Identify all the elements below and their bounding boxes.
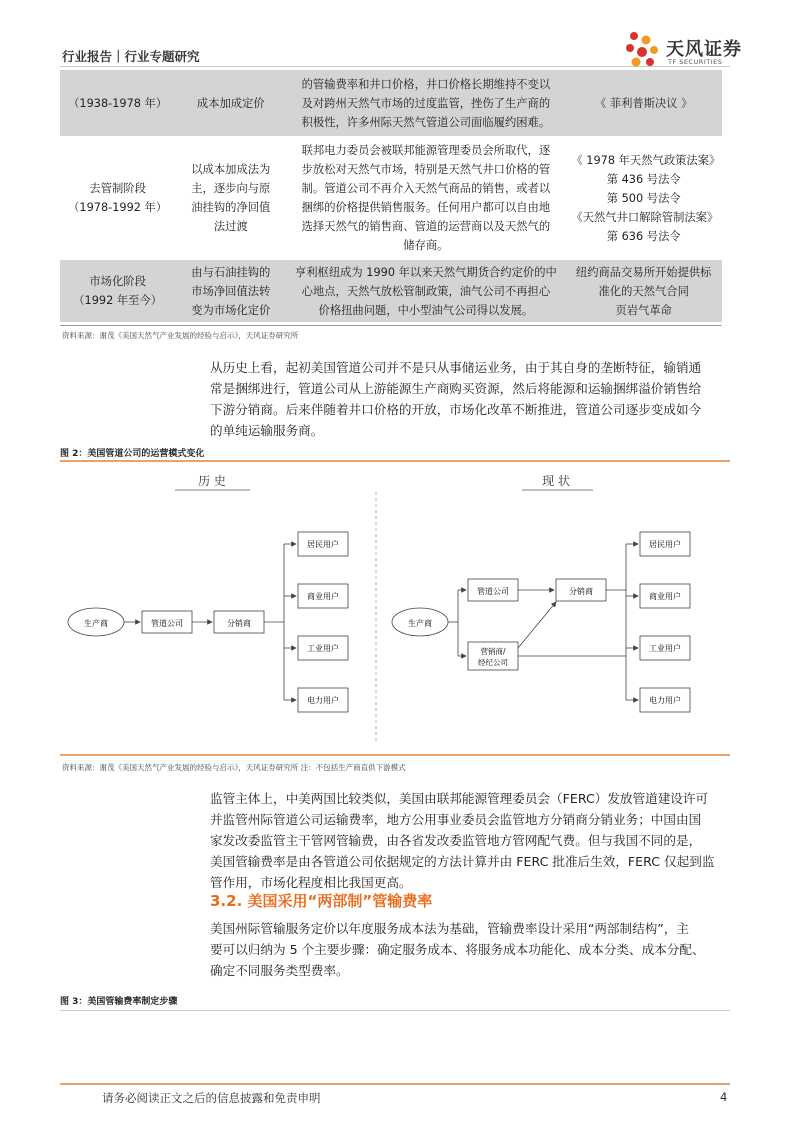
law-cell [565, 70, 722, 136]
para-line: 下游分销商。后来伴随着井口价格的开放，市场化改革不断推进，管道公司逐步变成如今 [210, 402, 702, 417]
para-line: 美国州际管输服务定价以年度服务成本法为基础，管输费率设计采用“两部制结构”，主 [210, 921, 690, 936]
logo-dot [646, 58, 654, 66]
history-label: 历 史 [198, 474, 226, 488]
arrow [518, 602, 556, 648]
content-cell [286, 136, 565, 260]
history-table [60, 70, 722, 322]
logo-dot [632, 58, 641, 67]
cell-line: 第 500 号法令 [606, 191, 681, 205]
para-line: 家发改委监管主干管网管输费，由各省发改委监管地方管网配气费。但与我国不同的是， [210, 833, 702, 848]
method-cell [175, 136, 286, 260]
period-cell [60, 260, 175, 322]
para-line: 管作用，市场化程度相比我国更高。 [210, 875, 412, 890]
cell-line: （1938-1978 年） [68, 96, 168, 110]
producer-label: 生产商 [84, 619, 108, 628]
cell-line: 积极性，许多州际天然气管道公司面临履约困难。 [301, 115, 551, 129]
method-cell [175, 260, 286, 322]
user-label: 居民用户 [649, 540, 681, 549]
para-line: 确定不同服务类型费率。 [210, 963, 349, 978]
cell-line: 市场净回值法转 [191, 284, 271, 298]
user-label: 电力用户 [649, 696, 681, 705]
cell-line: 以成本加成法为 [191, 163, 271, 176]
user-label: 工业用户 [307, 644, 339, 653]
figure-3-top-rule [60, 1010, 730, 1011]
cell-line: 由与石油挂钩的 [191, 265, 271, 279]
footer-rule [60, 1083, 730, 1085]
para-line: 并监管州际管道公司运输费率，地方公用事业委员会监管地方分销商分销业务；中国由国 [210, 812, 702, 827]
cell-line: 油挂钩的净回值 [191, 201, 271, 214]
user-label: 电力用户 [307, 696, 339, 705]
cell-line: 联邦电力委员会被联邦能源管理委员会所取代，逐 [301, 144, 551, 157]
cell-line: 变为市场化定价 [191, 303, 271, 317]
law-cell [565, 136, 722, 260]
cell-line: 页岩气革命 [615, 303, 672, 317]
content-cell [286, 260, 565, 322]
logo-dot [626, 44, 634, 52]
cell-line: 心地点，天然气放松管制政策，油气公司不再担心 [301, 284, 551, 298]
cell-line: 步放松对天然气市场，特别是天然气井口价格的管 [301, 163, 551, 176]
para-line: 常是捆绑进行，管道公司从上游能源生产商购买资源，然后将能源和运输捆绑溢价销售给 [210, 381, 702, 396]
section-heading: 3.2. 美国采用“两部制”管输费率 [210, 892, 433, 910]
cell-line: 法过渡 [213, 220, 248, 233]
cell-line: 储存商。 [403, 239, 449, 252]
paragraph-history [210, 357, 730, 441]
marketer-label: 营销商/ [480, 647, 506, 656]
figure-2-source: 资料来源：谢茂《美国天然气产业发展的经验与启示》，天风证券研究所 注：不包括生产商直供下游模式 [62, 763, 406, 772]
cell-line: 第 636 号法令 [606, 229, 681, 243]
logo-text-cn: 天风证券 [666, 39, 742, 60]
cell-line: 主，逐步向与原 [191, 182, 271, 195]
table-row [60, 136, 722, 260]
content-cell [286, 70, 565, 136]
period-cell [60, 70, 175, 136]
cell-line: （1992 年至今） [73, 294, 163, 307]
figure-2-bottom-rule [60, 754, 730, 756]
cell-line: 纽约商品交易所开始提供标 [575, 265, 712, 279]
cell-line: 的管输费率和井口价格，井口价格长期维持不变以 [301, 77, 551, 91]
para-line: 监管主体上，中美两国比较类似，美国由联邦能源管理委员会（FERC）发放管道建设许可 [210, 791, 709, 806]
cell-line: 成本加成定价 [196, 96, 265, 110]
figure-3-title: 图 3：美国管输费率制定步骤 [60, 997, 178, 1007]
para-line: 的单纯运输服务商。 [210, 423, 324, 438]
marketer-label: 经纪公司 [478, 658, 508, 667]
cell-line: 捆绑的价格提供销售服务。任何用户都可以自由地 [301, 201, 551, 214]
cell-line: 制。管道公司不再介入天然气商品的销售，或者以 [301, 182, 551, 195]
user-label: 居民用户 [307, 540, 339, 549]
paragraph-regulation [210, 788, 730, 893]
distributor-label: 分销商 [569, 587, 593, 596]
tf-logo-icon [622, 28, 666, 72]
cell-line: （1978-1992 年） [68, 201, 168, 214]
pipeline-label: 管道公司 [477, 587, 509, 596]
paragraph-two-part-tariff [210, 918, 730, 981]
cell-line: 去管制阶段 [89, 182, 146, 195]
cell-line: 准化的天然气合同 [598, 284, 689, 298]
current-label: 现 状 [542, 474, 570, 488]
cell-line: 《 菲利普斯决议 》 [594, 96, 693, 110]
table-bottom-border [60, 325, 722, 326]
method-cell [175, 70, 286, 136]
cell-line: 亨利枢纽成为 1990 年以来天然气期货合约定价的中 [294, 265, 557, 279]
footer-disclaimer[interactable]: 请务必阅读正文之后的信息披露和免责申明 [102, 1091, 321, 1105]
report-header-title: 行业报告｜行业专题研究 [62, 49, 200, 64]
cell-line: 《天然气井口解除管制法案》 [571, 210, 719, 224]
cell-line: 第 436 号法令 [606, 172, 681, 186]
pipeline-label: 管道公司 [151, 619, 183, 628]
cell-line: 市场化阶段 [89, 275, 146, 288]
logo-text-en: TF SECURITIES [668, 58, 723, 66]
producer-label: 生产商 [408, 619, 432, 628]
table-source: 资料来源：谢茂《美国天然气产业发展的经验与启示》，天风证券研究所 [62, 331, 299, 340]
operating-model-diagram [60, 462, 730, 754]
para-line: 要可以归纳为 5 个主要步骤：确定服务成本、将服务成本功能化、成本分类、成本分配、 [210, 942, 705, 957]
table-row [60, 70, 722, 136]
logo-dot [637, 47, 647, 57]
figure-2-title: 图 2：美国管道公司的运营模式变化 [60, 449, 205, 459]
user-label: 工业用户 [649, 644, 681, 653]
distributor-label: 分销商 [227, 619, 251, 628]
page-number: 4 [720, 1090, 728, 1104]
user-label: 商业用户 [307, 592, 339, 601]
logo-dot [650, 46, 658, 54]
cell-line: 《 1978 年天然气政策法案》 [571, 153, 721, 167]
cell-line: 及对跨州天然气市场的过度监管，挫伤了生产商的 [301, 96, 551, 110]
logo-dot [630, 32, 638, 40]
para-line: 从历史上看，起初美国管道公司并不是只从事储运业务，由于其自身的垄断特征，输销通 [210, 360, 702, 375]
period-cell [60, 136, 175, 260]
logo-dot [642, 36, 651, 45]
cell-line: 选择天然气的销售商、管道的运营商以及天然气的 [301, 220, 551, 233]
user-label: 商业用户 [649, 592, 681, 601]
para-line: 美国管输费率是由各管道公司依据规定的方法计算并由 FERC 批准后生效，FERC 仅起到监 [210, 854, 715, 869]
cell-line: 价格扭曲问题，中小型油气公司得以发展。 [318, 303, 534, 317]
law-cell [565, 260, 722, 322]
table-row [60, 260, 722, 322]
